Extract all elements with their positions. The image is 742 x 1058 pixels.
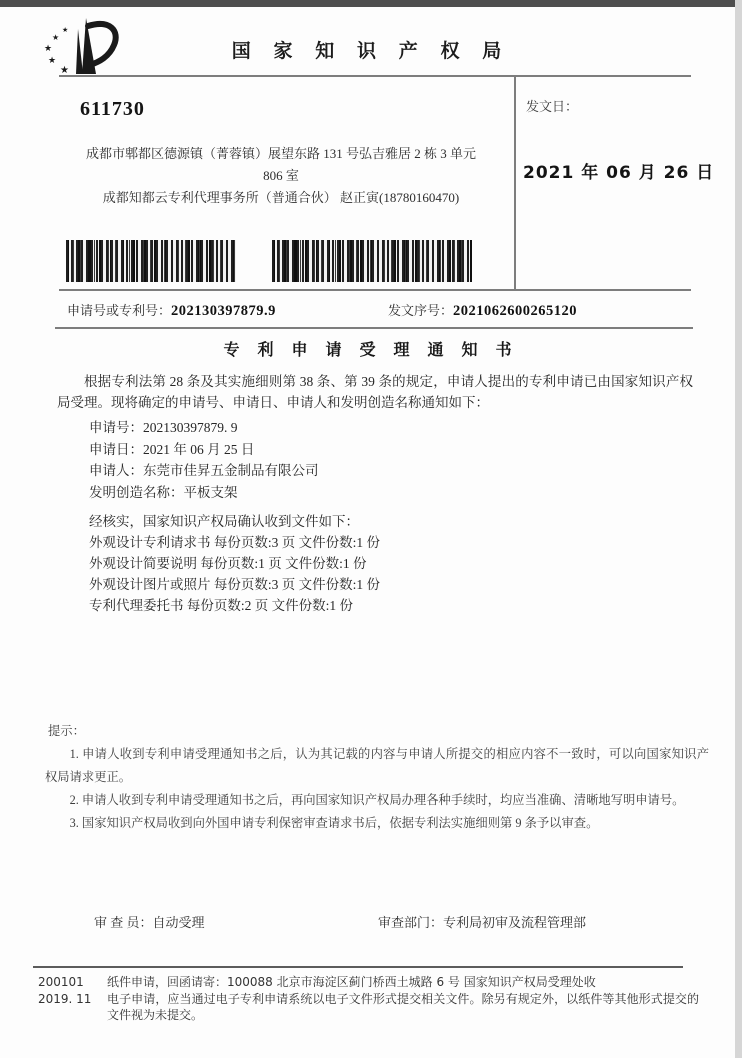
serial-number-row	[388, 300, 577, 320]
received-doc-item: 外观设计专利请求书 每份页数:3 页 文件份数:1 份	[89, 535, 381, 550]
footer-instructions-column	[107, 974, 699, 1024]
application-number-row	[67, 300, 276, 320]
tips-title: 提示：	[48, 724, 85, 738]
barcode-serial-number	[272, 240, 472, 282]
numbers-bottom-rule	[55, 327, 693, 329]
tips-section	[45, 720, 709, 835]
footer-rule	[33, 966, 683, 968]
field-application-date: 申请日：2021 年 06 月 25 日	[89, 441, 255, 457]
received-intro: 经核实，国家知识产权局确认收到文件如下：	[89, 514, 359, 529]
footer-paper-instruction: 纸件申请，回函请寄：100088 北京市海淀区蓟门桥西土城路 6 号 国家知识产权局受理处收	[107, 975, 596, 989]
department-label: 审查部门：	[378, 915, 444, 930]
footer-form-code-column	[38, 974, 91, 1007]
header-rule	[59, 75, 691, 77]
intro-paragraph: 根据专利法第 28 条及其实施细则第 38 条、第 39 条的规定，申请人提出的专利申请已由国家知识产权局受理。现将确定的申请号、申请日、申请人和发明创造名称通知如下：	[57, 374, 693, 410]
tips-item-2: 2. 申请人收到专利申请受理通知书之后，再向国家知识产权局办理各种手续时，均应当准确、清晰地写明申请号。	[69, 793, 685, 807]
field-invention-title: 发明创造名称：平板支架	[89, 484, 238, 500]
address-line-1: 成都市郫都区德源镇（菁蓉镇）展望东路 131 号弘吉雅居 2 栋 3 单元	[85, 146, 476, 161]
agency-line: 成都知都云专利代理事务所（普通合伙） 赵正寅(18780160470)	[102, 190, 460, 205]
application-number-value: 202130397879.9	[171, 303, 276, 319]
issue-date-label: 发文日：	[526, 99, 579, 114]
serial-number-value: 2021062600265120	[453, 303, 578, 319]
barcode-application-number	[66, 240, 236, 282]
postal-code: 611730	[80, 98, 145, 120]
field-application-number: 申请号：202130397879. 9	[89, 420, 238, 435]
document-title: 专 利 申 请 受 理 通 知 书	[223, 342, 519, 359]
org-title: 国 家 知 识 产 权 局	[231, 41, 511, 62]
svg-text:★: ★	[48, 55, 57, 65]
tips-item-3: 3. 国家知识产权局收到向外国申请专利保密审查请求书后，依据专利法实施细则第 9 条予以审查。	[69, 816, 599, 830]
scan-top-edge-bar	[0, 0, 742, 7]
application-number-label: 申请号或专利号：	[67, 303, 172, 318]
received-doc-item: 专利代理委托书 每份页数:2 页 文件份数:1 份	[89, 598, 354, 613]
received-documents	[89, 511, 380, 616]
scan-right-edge-strip	[735, 0, 742, 1058]
svg-text:★: ★	[62, 26, 69, 34]
issue-date-value: 2021 年 06 月 26 日	[523, 163, 715, 183]
footer-form-date: 2019. 11	[38, 991, 92, 1006]
serial-number-label: 发文序号：	[388, 303, 454, 318]
received-doc-item: 外观设计简要说明 每份页数:1 页 文件份数:1 份	[89, 556, 367, 571]
barcode-bottom-rule	[59, 289, 691, 291]
application-fields	[89, 417, 319, 503]
recipient-address-block	[44, 143, 518, 209]
footer-form-code: 200101	[38, 975, 84, 989]
department-row	[378, 912, 586, 931]
address-line-2: 806 室	[263, 168, 299, 183]
svg-text:★: ★	[52, 33, 60, 42]
tips-item-1: 1. 申请人收到专利申请受理通知书之后，认为其记载的内容与申请人所提交的相应内容不一致时，可以向国家知识产权局请求更正。	[45, 747, 709, 784]
received-doc-item: 外观设计图片或照片 每份页数:3 页 文件份数:1 份	[89, 577, 381, 592]
examiner-label: 审 查 员：	[94, 915, 153, 930]
examiner-row	[94, 912, 205, 931]
svg-text:★: ★	[44, 43, 53, 53]
svg-text:★: ★	[60, 65, 69, 76]
footer-efiling-instruction: 电子申请，应当通过电子专利申请系统以电子文件形式提交相关文件。除另有规定外，以纸件等其他形式提交的文件视为未提交。	[107, 991, 699, 1022]
field-applicant: 申请人：东莞市佳昇五金制品有限公司	[89, 463, 319, 478]
examiner-value: 自动受理	[152, 915, 205, 930]
department-value: 专利局初审及流程管理部	[443, 915, 587, 930]
